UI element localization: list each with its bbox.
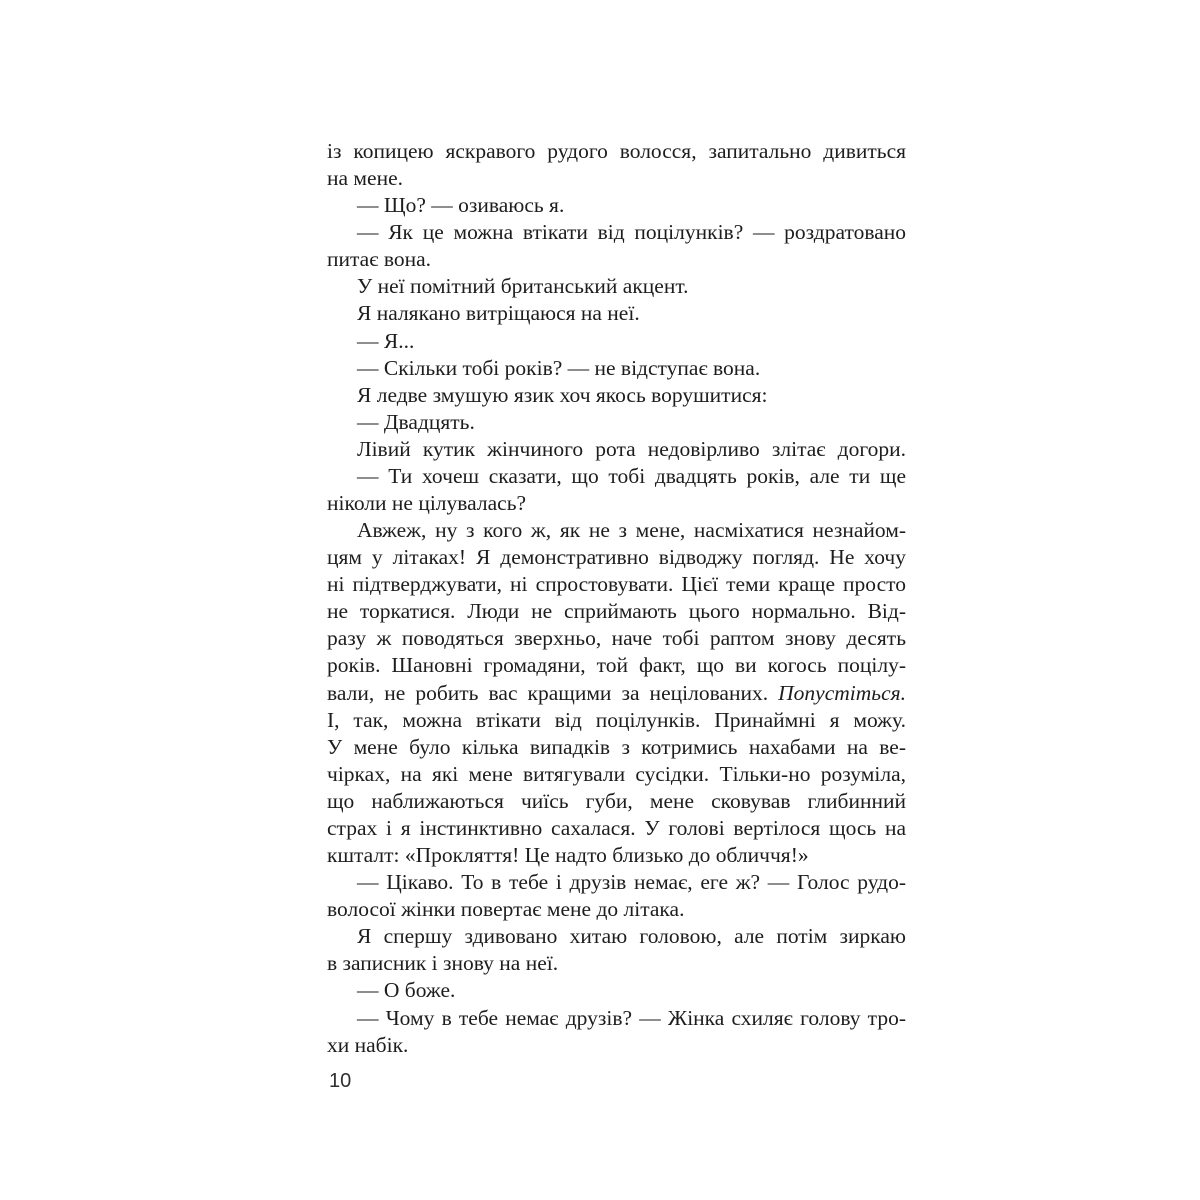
text-line: не торкатися. Люди не сприймають цього нормально. Від- <box>327 599 906 624</box>
text-line: хи набік. <box>327 1032 409 1057</box>
text-line: Авжеж, ну з кого ж, як не з мене, насміхатися незнайом- <box>357 518 906 543</box>
page-text-block <box>327 138 906 1059</box>
text-line: страх і я інстинктивно сахалася. У голові вертілося щось на <box>327 815 906 840</box>
text-line: — Ти хочеш сказати, що тобі двадцять років, але ти ще <box>357 463 906 488</box>
text-line: цям у літаках! Я демонстративно відводжу погляд. Не хочу <box>327 545 906 570</box>
text-line: із копицею яскравого рудого волосся, запитально дивиться <box>327 139 906 163</box>
text-line: — Цікаво. То в тебе і друзів немає, еге ж? — Голос рудо- <box>357 870 906 895</box>
text-line: років. Шановні громадяни, той факт, що ви когось поцілу- <box>327 653 906 678</box>
text-line: — Двадцять. <box>357 409 475 434</box>
text-line: — Я... <box>357 328 415 353</box>
text-line: що наближаються чиїсь губи, мене сковував глибинний <box>327 788 906 813</box>
text-line: Лівий кутик жінчиного рота недовірливо злітає догори. <box>357 436 906 461</box>
text-line: в записник і знову на неї. <box>327 951 559 976</box>
text-line: питає вона. <box>327 247 431 272</box>
text-line: — Що? — озиваюсь я. <box>357 193 565 218</box>
text-line: кшталт: «Прокляття! Це надто близько до обличчя!» <box>327 843 809 868</box>
text-line: Я спершу здивовано хитаю головою, але потім зиркаю <box>357 924 906 949</box>
text-line: ні підтверджувати, ні спростовувати. Цієї теми краще просто <box>327 572 906 597</box>
text-line: на мене. <box>327 166 403 191</box>
text-line: У мене було кілька випадків з котримись нахабами на ве- <box>327 734 906 759</box>
text-line: ніколи не цілувалась? <box>327 491 527 516</box>
text-line: І, так, можна втікати від поцілунків. Принаймні я можу. <box>327 707 906 732</box>
text-line: У неї помітний британський акцент. <box>357 274 689 299</box>
text-line: — О боже. <box>357 978 456 1003</box>
text-line: Я налякано витріщаюся на неї. <box>357 301 640 326</box>
text-line: — Чому в тебе немає друзів? — Жінка схиляє голову тро- <box>357 1005 906 1030</box>
text-line: волосої жінки повертає мене до літака. <box>327 897 685 922</box>
text-line: вали, не робить вас кращими за нецілованих. Попустіться. <box>327 680 906 705</box>
text-line: Я ледве змушую язик хоч якось ворушитися: <box>357 382 768 407</box>
text-line: — Як це можна втікати від поцілунків? — роздратовано <box>357 220 906 245</box>
text-line: разу ж поводяться зверхньо, наче тобі раптом знову десять <box>327 626 906 651</box>
page-number: 10 <box>329 1070 352 1092</box>
text-line: чірках, на які мене витягували сусідки. Тільки-но розуміла, <box>327 761 906 786</box>
text-line: — Скільки тобі років? — не відступає вона. <box>357 355 761 380</box>
